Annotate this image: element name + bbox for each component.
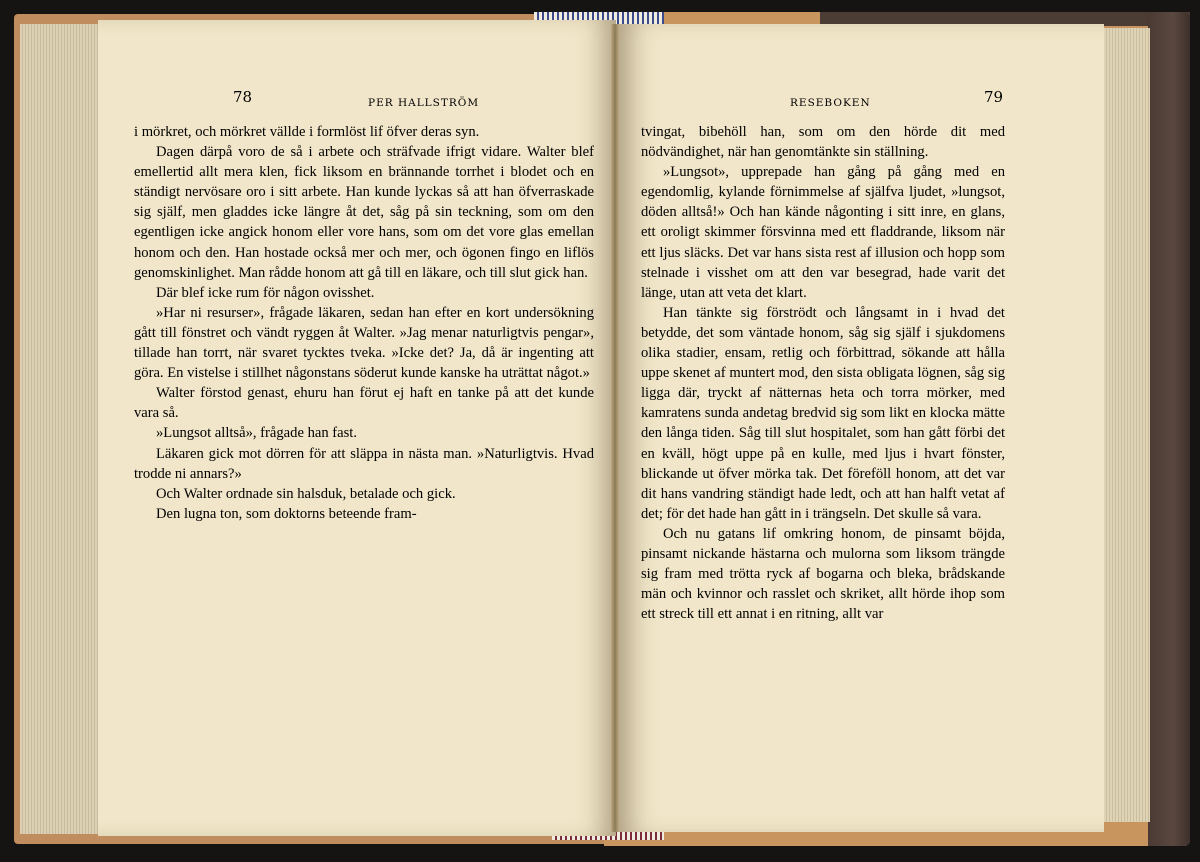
paragraph: Han tänkte sig förströdt och långsamt in i hvad det betydde, det som väntade honom, såg sig själf i sjukdomens olika stadier, ensam, retlig och förbittrad, sökande att hålla uppe skenet af muntert mod, den sista obligata lögnen, såg sig ligga där, tryckt af nätternas heta och torra mörker, med kamratens sunda andetag bredvid sig som likt en klocka mätte den långa tiden. Såg till slut hospitalet, som han gått förbi det en kväll, högt uppe på en kulle, med ljus i hvart fönster, blickande ut öfver mörka tak. Det föreföll honom, att det var dit hans vandring ständigt hade ledt, och att han halft vetat af det; för det hade han gått in i trängseln. Det skulle så vara. [641,304,1005,522]
right-page-body [641,122,1005,624]
right-page-stack [1098,28,1150,822]
paragraph: Dagen därpå voro de så i arbete och sträfvade ifrigt vidare. Walter blef emellertid allt mera klen, fick liksom en brännande torrhet i blodet och en ständigt nervösare oro i sitt arbete. Han kunde lyckas så att han öfverraskade sig själf, men gladdes icke längre åt det, såg på sin teckning, som om den egentligen icke angick honom eller vore hans, som om det vore glas emellan honom och den. Han hostade också mer och mer, och ögonen fingo en liflös genomskinlighet. Man rådde honom att gå till en läkare, och till slut gick han. [134,144,594,281]
left-page-body [134,122,594,524]
paragraph: Där blef icke rum för någon ovisshet. [156,284,375,301]
paragraph: »Lungsot alltså», frågade han fast. [156,425,358,442]
paragraph: Walter förstod genast, ehuru han förut ej haft en tanke på att det kunde vara så. [134,385,594,422]
leather-corner [1148,12,1190,846]
paragraph: Läkaren gick mot dörren för att släppa in nästa man. »Naturligtvis. Hvad trodde ni annars?» [134,445,594,482]
paragraph: Och Walter ordnade sin halsduk, betalade och gick. [156,485,456,502]
left-page-stack [20,24,106,834]
right-running-head: RESEBOKEN [790,97,871,109]
paragraph: tvingat, bibehöll han, som om den hörde dit med nödvändighet, när han genomtänkte sin ställning. [641,124,1005,161]
left-page-number: 78 [233,88,253,106]
left-running-head: PER HALLSTRÖM [368,97,480,109]
paragraph: Den lugna ton, som doktorns beteende fram- [156,505,417,522]
paragraph: »Lungsot», upprepade han gång på gång med en egendomlig, kylande förnimmelse af själfva ljudet, »lungsot, döden alltså!» Och han kände någonting i sitt inre, en glans, ett oroligt skimmer försvinna med ett fladdrande, liksom när ett ljus släcks. Det var hans sista rest af illusion och hopp som stelnade i visshet om att den var besegrad, hade varit det länge, utan att veta det klart. [641,164,1005,301]
book-gutter [611,24,619,832]
paragraph: i mörkret, och mörkret vällde i formlöst lif öfver deras syn. [134,124,480,140]
paragraph: »Har ni resurser», frågade läkaren, sedan han efter en kort undersökning gått till fönstret och vändt ryggen åt Walter. »Jag menar naturligtvis pengar», tillade han torrt, när svaret tycktes tveka. »Icke det? Ja, då är ingenting att göra. En vistelse i stillhet någonstans söderut kunde kanske ha uträttat något.» [134,304,594,382]
right-page-number: 79 [984,88,1004,106]
paragraph: Och nu gatans lif omkring honom, de pinsamt böjda, pinsamt nickande hästarna och mulorna som liksom trängde sig fram med trötta ryck af bogarna och bleka, brådskande män och kvinnor och rasslet och skriket, allt hörde ihop som ett streck till ett annat i en ritning, allt var [641,525,1005,623]
